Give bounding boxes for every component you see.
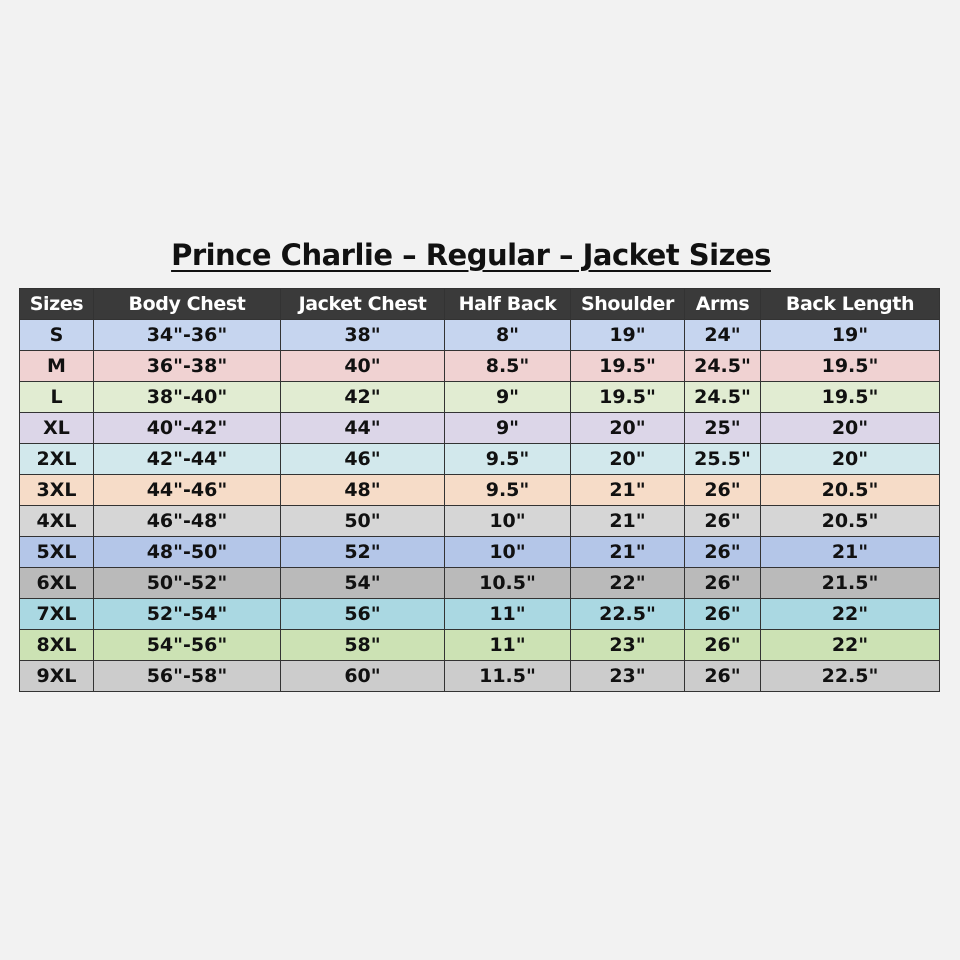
cell-sizes: M	[20, 351, 94, 382]
table-row	[20, 382, 940, 413]
cell-back-length: 20"	[761, 413, 940, 444]
cell-body-chest: 44"-46"	[94, 475, 281, 506]
cell-jacket-chest: 52"	[281, 537, 445, 568]
cell-shoulder: 21"	[571, 475, 685, 506]
cell-half-back: 10.5"	[445, 568, 571, 599]
cell-jacket-chest: 50"	[281, 506, 445, 537]
cell-back-length: 21.5"	[761, 568, 940, 599]
cell-jacket-chest: 54"	[281, 568, 445, 599]
cell-half-back: 8.5"	[445, 351, 571, 382]
cell-back-length: 22"	[761, 599, 940, 630]
cell-back-length: 20.5"	[761, 506, 940, 537]
table-body	[20, 320, 940, 692]
cell-body-chest: 42"-44"	[94, 444, 281, 475]
cell-arms: 26"	[685, 506, 761, 537]
table-header	[20, 289, 940, 320]
cell-shoulder: 20"	[571, 444, 685, 475]
cell-back-length: 22.5"	[761, 661, 940, 692]
cell-body-chest: 40"-42"	[94, 413, 281, 444]
cell-shoulder: 21"	[571, 506, 685, 537]
cell-arms: 26"	[685, 661, 761, 692]
cell-sizes: 9XL	[20, 661, 94, 692]
table-row	[20, 475, 940, 506]
column-header-jacket-chest: Jacket Chest	[281, 289, 445, 320]
table-row	[20, 444, 940, 475]
cell-back-length: 21"	[761, 537, 940, 568]
cell-shoulder: 22.5"	[571, 599, 685, 630]
table-row	[20, 320, 940, 351]
cell-sizes: 5XL	[20, 537, 94, 568]
cell-jacket-chest: 40"	[281, 351, 445, 382]
cell-back-length: 20"	[761, 444, 940, 475]
column-header-half-back: Half Back	[445, 289, 571, 320]
column-header-body-chest: Body Chest	[94, 289, 281, 320]
table-row	[20, 661, 940, 692]
cell-jacket-chest: 60"	[281, 661, 445, 692]
cell-arms: 26"	[685, 568, 761, 599]
cell-jacket-chest: 56"	[281, 599, 445, 630]
table-row	[20, 506, 940, 537]
page-title	[0, 238, 942, 272]
cell-half-back: 11"	[445, 599, 571, 630]
cell-sizes: XL	[20, 413, 94, 444]
table-row	[20, 630, 940, 661]
cell-shoulder: 19.5"	[571, 382, 685, 413]
cell-shoulder: 23"	[571, 630, 685, 661]
cell-arms: 26"	[685, 630, 761, 661]
cell-half-back: 10"	[445, 506, 571, 537]
cell-back-length: 20.5"	[761, 475, 940, 506]
cell-jacket-chest: 44"	[281, 413, 445, 444]
table-row	[20, 413, 940, 444]
cell-shoulder: 19.5"	[571, 351, 685, 382]
cell-shoulder: 19"	[571, 320, 685, 351]
cell-shoulder: 22"	[571, 568, 685, 599]
header-row	[20, 289, 940, 320]
cell-back-length: 22"	[761, 630, 940, 661]
cell-body-chest: 52"-54"	[94, 599, 281, 630]
size-chart-table	[19, 288, 940, 692]
cell-jacket-chest: 38"	[281, 320, 445, 351]
cell-half-back: 9.5"	[445, 444, 571, 475]
cell-half-back: 11"	[445, 630, 571, 661]
cell-jacket-chest: 46"	[281, 444, 445, 475]
cell-arms: 24.5"	[685, 382, 761, 413]
table-row	[20, 599, 940, 630]
cell-arms: 25.5"	[685, 444, 761, 475]
cell-arms: 24"	[685, 320, 761, 351]
cell-sizes: L	[20, 382, 94, 413]
cell-sizes: 4XL	[20, 506, 94, 537]
cell-body-chest: 36"-38"	[94, 351, 281, 382]
column-header-arms: Arms	[685, 289, 761, 320]
cell-shoulder: 21"	[571, 537, 685, 568]
cell-jacket-chest: 42"	[281, 382, 445, 413]
cell-back-length: 19.5"	[761, 351, 940, 382]
cell-arms: 24.5"	[685, 351, 761, 382]
cell-half-back: 9.5"	[445, 475, 571, 506]
cell-arms: 26"	[685, 537, 761, 568]
cell-jacket-chest: 48"	[281, 475, 445, 506]
cell-sizes: 8XL	[20, 630, 94, 661]
cell-half-back: 11.5"	[445, 661, 571, 692]
cell-body-chest: 38"-40"	[94, 382, 281, 413]
cell-half-back: 9"	[445, 382, 571, 413]
cell-arms: 25"	[685, 413, 761, 444]
cell-sizes: S	[20, 320, 94, 351]
cell-sizes: 3XL	[20, 475, 94, 506]
cell-sizes: 6XL	[20, 568, 94, 599]
column-header-shoulder: Shoulder	[571, 289, 685, 320]
cell-jacket-chest: 58"	[281, 630, 445, 661]
cell-body-chest: 50"-52"	[94, 568, 281, 599]
column-header-sizes: Sizes	[20, 289, 94, 320]
cell-half-back: 10"	[445, 537, 571, 568]
cell-shoulder: 23"	[571, 661, 685, 692]
cell-shoulder: 20"	[571, 413, 685, 444]
page-title-text: Prince Charlie – Regular – Jacket Sizes	[171, 238, 771, 272]
column-header-back-length: Back Length	[761, 289, 940, 320]
cell-sizes: 2XL	[20, 444, 94, 475]
cell-body-chest: 46"-48"	[94, 506, 281, 537]
cell-sizes: 7XL	[20, 599, 94, 630]
cell-back-length: 19"	[761, 320, 940, 351]
cell-arms: 26"	[685, 475, 761, 506]
table-row	[20, 351, 940, 382]
cell-body-chest: 54"-56"	[94, 630, 281, 661]
cell-half-back: 8"	[445, 320, 571, 351]
cell-body-chest: 34"-36"	[94, 320, 281, 351]
table-row	[20, 537, 940, 568]
table-row	[20, 568, 940, 599]
cell-half-back: 9"	[445, 413, 571, 444]
cell-arms: 26"	[685, 599, 761, 630]
cell-body-chest: 48"-50"	[94, 537, 281, 568]
cell-back-length: 19.5"	[761, 382, 940, 413]
cell-body-chest: 56"-58"	[94, 661, 281, 692]
